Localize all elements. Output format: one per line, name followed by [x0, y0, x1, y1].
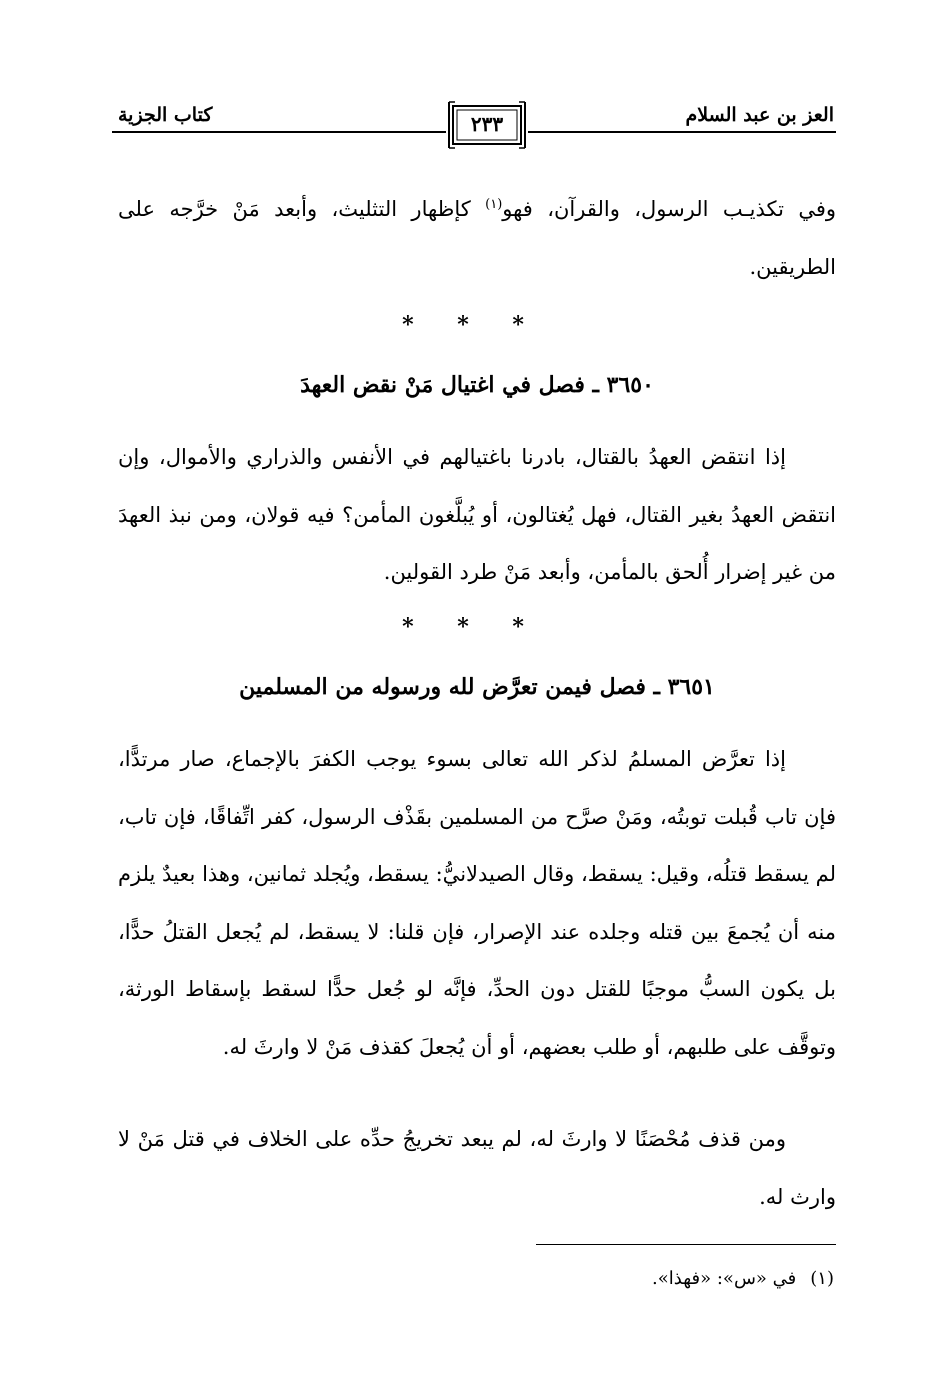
page-number-frame — [446, 100, 528, 150]
section-3651-paragraph-2: ومن قذف مُحْصَنًا لا وارثَ له، لم يبعد تخريجُ حدِّه على الخلاف في قتل مَنْ لا وارث له. — [118, 1127, 836, 1209]
running-header-book-title: كتاب الجزية — [118, 104, 213, 126]
intro-text-start: وفي تكذيـب الرسول، والقرآن، فهو — [502, 197, 837, 221]
section-3651-paragraph-1: إذا تعرَّض المسلمُ لذكر الله تعالى بسوء يوجب الكفرَ بالإجماع، صار مرتدًّا، فإن تاب قُبلت توبتُه، ومَنْ صرَّح من المسلمين بقَذْف الرسول، كفر اتِّفاقًا، فإن تاب، لم يسقط قتلُه، وقيل: يسقط، وقال الصيدلانيُّ: يسقط، ويُجلد ثمانين، وهذا بعيدٌ يلزم منه أن يُجمعَ بين قتله وجلده عند الإصرار، فإن قلنا: لا يسقط، لم يُجعل القتلُ حدًّا، بل يكون السبُّ موجبًا للقتل دون الحدِّ، فإنَّه لو جُعل حدًّا لسقط بإسقاط الورثة، وتوقَّف على طلبهم، أو طلب بعضهم، أو أن يُجعلَ كقذف مَنْ لا وارثَ له. — [118, 747, 836, 1059]
running-header-author: العز بن عبد السلام — [685, 104, 834, 126]
footnote-reference[interactable]: (١) — [485, 197, 503, 212]
page-number: ٢٣٣ — [470, 112, 504, 136]
section-heading-3650: ٣٦٥٠ ـ فصل في اغتيال مَنْ نقض العهدَ — [300, 372, 654, 398]
section-heading-3651: ٣٦٥١ ـ فصل فيمن تعرَّض لله ورسوله من المسلمين — [239, 674, 715, 700]
intro-text-end: كإظهار التثليث، وأبعد مَنْ خرَّجه على الطريقين. — [118, 197, 836, 279]
footnote — [652, 1268, 834, 1289]
footnote-rule — [536, 1244, 836, 1245]
section-separator: * * * — [402, 614, 542, 640]
section-3650-paragraph: إذا انتقض العهدُ بالقتال، بادرنا باغتيالهم في الأنفس والذراري والأموال، وإن انتقض العهدُ بغير القتال، فهل يُغتالون، أو يُبلَّغون المأمن؟ فيه قولان، ومن نبذ العهدَ من غير إضرار أُلحق بالمأمن، وأبعد مَنْ طرد القولين. — [118, 445, 836, 584]
section-separator: * * * — [402, 312, 542, 338]
footnote-text: في «س»: «فهذا». — [652, 1268, 797, 1289]
intro-paragraph — [118, 176, 836, 296]
footnote-marker: (١) — [810, 1268, 834, 1289]
